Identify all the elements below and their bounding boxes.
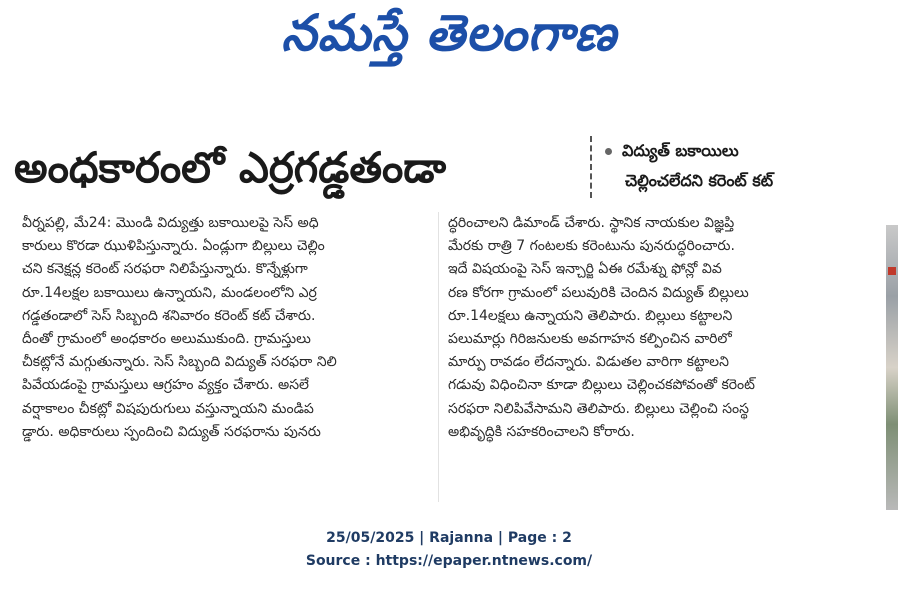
edition-info: 25/05/2025 | Rajanna | Page : 2 [326, 530, 572, 546]
headline-divider [590, 136, 592, 198]
article-highlights [605, 136, 845, 196]
body-line: డ్డారు. అధికారులు స్పందించి విద్యుత్ సరఫరాను పునరు [22, 423, 321, 440]
cropped-photo [886, 225, 898, 510]
masthead-title: నమస్తే తెలంగాణ [281, 3, 617, 62]
highlight-text-1: విద్యుత్ బకాయిలు [622, 141, 739, 160]
body-line: వీర్నపల్లి, మే24: మొండి విద్యుత్తు బకాయిలపై సెస్ అధి [22, 215, 319, 231]
newspaper-masthead [0, 0, 898, 78]
body-line: సరఫరా నిలిపివేసామని తెలిపారు. బిల్లులు చెల్లించి సంస్థ [448, 400, 749, 417]
body-line: మేరకు రాత్రి 7 గంటలకు కరెంటును పునరుద్ధరించారు. [448, 238, 735, 255]
highlight-line-2 [605, 166, 845, 196]
body-line: రూ.14లక్షలు ఉన్నాయని తెలిపారు. బిల్లులు కట్టాలని [448, 307, 733, 324]
body-line: గడ్డతండాలో సెస్ సిబ్బంది శనివారం కరెంట్ కట్ చేశారు. [22, 307, 316, 324]
body-line: చని కనెక్షన్ల కరెంట్ సరఫరా నిలిపేస్తున్నారు. కొన్నేళ్లుగా [22, 261, 308, 278]
photo-detail [888, 267, 896, 275]
body-line: ఇదే విషయంపై సెస్ ఇన్చార్జి ఏఈ రమేశ్ను ఫోన్లో వివ [448, 261, 722, 278]
article-column-1 [22, 212, 430, 512]
body-line: ద్ధరించాలని డిమాండ్ చేశారు. స్థానిక నాయకుల విజ్ఞప్తి [448, 215, 735, 231]
body-line: మార్పు రావడం లేదన్నారు. విడుతల వారిగా కట్టాలని [448, 354, 729, 371]
body-line: చీకట్లోనే మగ్గుతున్నారు. సెస్ సిబ్బంది విద్యుత్ సరఫరా నిలి [22, 354, 337, 371]
body-line: గడువు విధించినా కూడా బిల్లులు చెల్లించకపోవంతో కరెంట్ [448, 377, 755, 394]
article-headline: అంధకారంలో ఎర్రగడ్డతండా [14, 143, 447, 192]
bullet-icon [605, 148, 612, 155]
body-line: పలుమార్లు గిరిజనులకు అవగాహన కల్పించిన వారిలో [448, 330, 732, 347]
article-column-2 [448, 212, 868, 512]
body-line: పివేయడంపై గ్రామస్తులు ఆగ్రహం వ్యక్తం చేశారు. అసలే [22, 377, 309, 394]
highlight-text-2: చెల్లించలేదని కరెంట్ కట్ [625, 171, 774, 190]
source-link[interactable]: Source : https://epaper.ntnews.com/ [305, 553, 593, 569]
body-line: రూ.14లక్షల బకాయిలు ఉన్నాయని, మండలంలోని ఎర్ర [22, 284, 317, 301]
body-line: దీంతో గ్రామంలో అంధకారం అలుముకుంది. గ్రామస్తులు [22, 330, 311, 347]
highlight-line-1 [605, 136, 845, 166]
column-separator [438, 212, 439, 502]
body-line: అభివృద్ధికి సహకరించాలని కోరారు. [448, 423, 635, 440]
body-line: వర్షాకాలం చీకట్లో విషపురుగులు వస్తున్నాయని మండిప [22, 400, 314, 417]
body-line: రణ కోరగా గ్రామంలో పలువురికి చెందిన విద్యుత్ బిల్లులు [448, 284, 749, 301]
body-line: కారులు కొరడా ఝుళిపిస్తున్నారు. ఏండ్లుగా బిల్లులు చెల్లిం [22, 238, 325, 255]
